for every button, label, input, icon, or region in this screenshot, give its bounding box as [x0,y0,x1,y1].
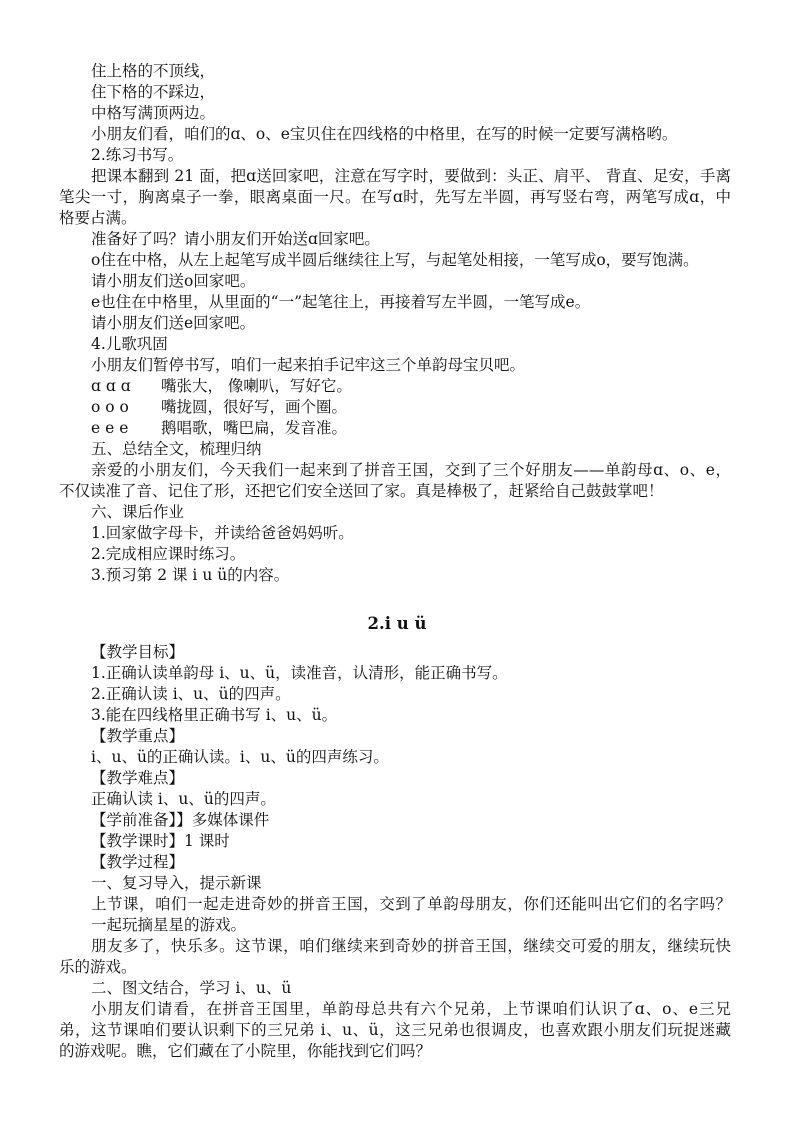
section-heading: 【教学过程】 [91,853,185,871]
text-line: ο住在中格，从左上起笔写成半圆后继续往上写，与起笔处相接，一笔写成ο，要写饱满。 [91,251,699,269]
text-line: 请小朋友们送ο回家吧。 [91,272,256,290]
rhyme-text: 嘴张大， 像喇叭，写好它。 [161,377,352,395]
list-item: 1.正确认读单韵母 i、u、ü，读准音，认清形，能正确书写。 [91,664,508,682]
section-heading: 二、图文结合，学习 i、u、ü [91,979,292,997]
section-heading: 4.儿歌巩固 [91,335,168,353]
text-line: 把课本翻到 21 面，把ɑ送回家吧，注意在写字时，要做到：头正、肩平、 背直、足安，手离 [91,167,731,185]
section-heading: 【教学难点】 [91,769,185,787]
list-item: 2.完成相应课时练习。 [91,545,246,563]
text-line: 住下格的不踩边， [91,83,216,101]
text-line: 正确认读 i、u、ü的四声。 [91,790,276,808]
text-line: 住上格的不顶线， [91,62,216,80]
list-item: 3.预习第 2 课 i u ü的内容。 [91,566,290,584]
text-line: 的游戏呢。瞧，它们藏在了小院里，你能找到它们吗？ [59,1042,432,1060]
rhyme-letters: ο ο ο [91,398,129,416]
text-line: 笔尖一寸，胸离桌子一拳，眼离桌面一尺。在写ɑ时，先写左半圆，再写竖右弯，两笔写成ɑ，中 [59,188,731,206]
rhyme-letters: e e e [91,419,129,437]
text-line: 小朋友们请看，在拼音王国里，单韵母总共有六个兄弟，上节课咱们认识了ɑ、ο、e三兄 [91,1000,731,1018]
text-line: 乐的游戏。 [59,958,137,976]
rhyme-line [91,397,348,418]
rhyme-line [91,376,352,397]
list-item: 3.能在四线格里正确书写 i、u、ü。 [91,706,338,724]
text-line: i、u、ü的正确认读。i、u、ü的四声练习。 [91,748,389,766]
text-line: 准备好了吗？请小朋友们开始送ɑ回家吧。 [91,230,380,248]
section-heading: 2.练习书写。 [91,146,184,164]
text-line: 亲爱的小朋友们，今天我们一起来到了拼音王国，交到了三个好朋友——单韵母ɑ、ο、e， [91,461,731,479]
text-line: 上节课，咱们一起走进奇妙的拼音王国，交到了单韵母朋友，你们还能叫出它们的名字吗？ [91,895,731,913]
text-line: 一起玩摘星星的游戏。 [91,916,247,934]
text-line: 格要占满。 [59,209,137,227]
section-heading: 五、总结全文，梳理归纳 [91,440,262,458]
text-line: 不仅读准了音、记住了形，还把它们安全送回了家。真是棒极了，赶紧给自己鼓鼓掌吧！ [59,482,664,500]
section-heading: 【教学目标】 [91,643,185,661]
text-line: 中格写满顶两边。 [91,104,216,122]
text-line: 朋友多了，快乐多。这节课，咱们继续来到奇妙的拼音王国，继续交可爱的朋友，继续玩快 [91,937,731,955]
text-line: e也住在中格里，从里面的“一”起笔往上，再接着写左半圆，一笔写成e。 [91,293,591,311]
rhyme-text: 鹅唱歌，嘴巴扁，发音准。 [161,419,348,437]
rhyme-letters: ɑ ɑ ɑ [91,377,131,395]
list-item: 1.回家做字母卡，并读给爸爸妈妈听。 [91,524,354,542]
text-line: 小朋友们看，咱们的ɑ、ο、e宝贝住在四线格的中格里，在写的时候一定要写满格哟。 [91,125,678,143]
rhyme-line [91,418,348,439]
section-heading: 六、课后作业 [91,503,185,521]
text-line: 请小朋友们送e回家吧。 [91,314,256,332]
section-heading: 【教学重点】 [91,727,185,745]
rhyme-text: 嘴拢圆，很好写，画个圈。 [161,398,348,416]
list-item: 2.正确认读 i、u、ü的四声。 [91,685,291,703]
text-line: 小朋友们暂停书写，咱们一起来拍手记牢这三个单韵母宝贝吧。 [91,356,526,374]
text-line: 【教学课时】1 课时 [91,832,230,850]
text-line: 【学前准备】】多媒体课件 [91,811,270,829]
lesson-title: 2.i u ü [367,614,427,633]
section-heading: 一、复习导入，提示新课 [91,874,262,892]
text-line: 弟，这节课咱们要认识剩下的三兄弟 i、u、ü，这三兄弟也很调皮，也喜欢跟小朋友们玩捉迷藏 [59,1021,731,1039]
